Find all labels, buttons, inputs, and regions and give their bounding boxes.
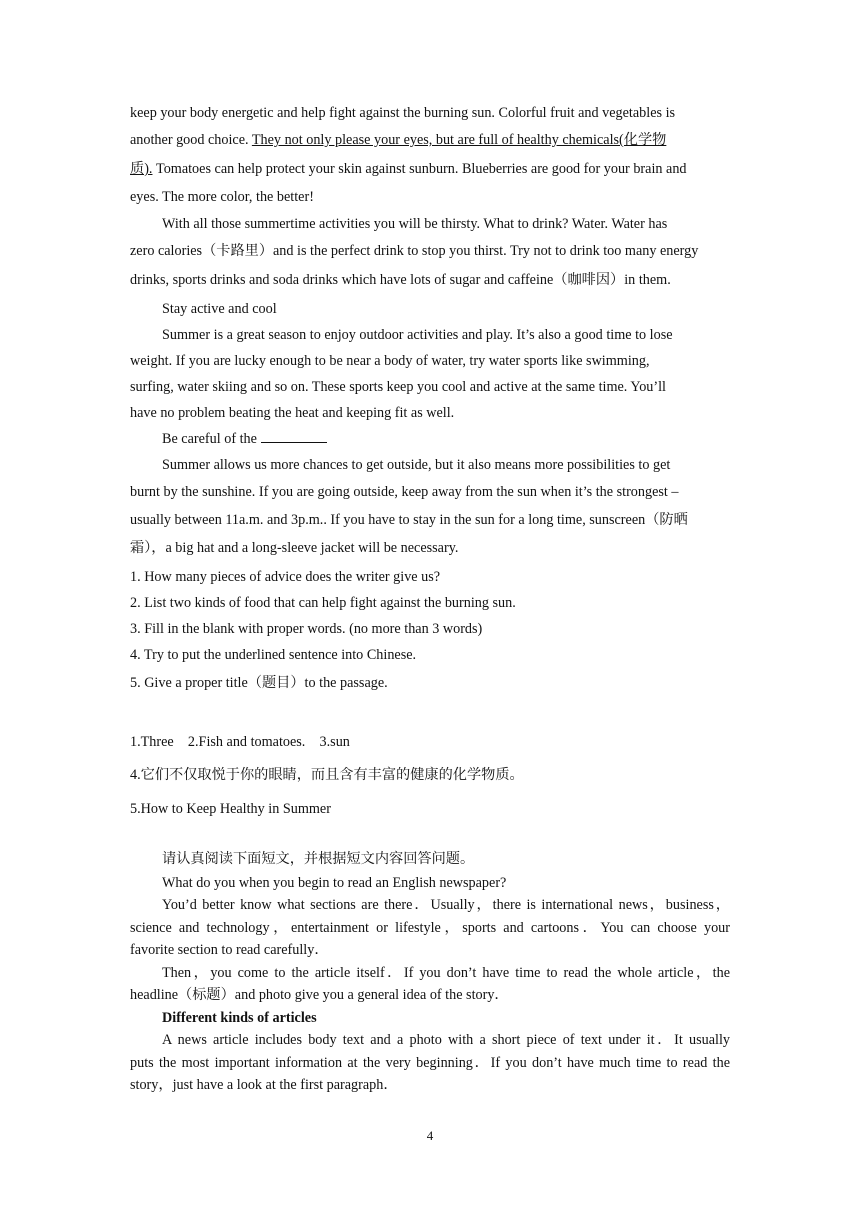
answer: 4.它们不仅取悦于你的眼睛，而且含有丰富的健康的化学物质。 (130, 767, 524, 783)
text-span: Tomatoes can help protect your skin against sunburn. Blueberries are good for your brain and (152, 161, 687, 177)
question: 1. How many pieces of advice does the writer give us? (130, 569, 441, 585)
text-line: science and technology，entertainment or lifestyle，sports and cartoons．You can choose your (130, 920, 730, 936)
text-line: zero calories（卡路里）and is the perfect drink to stop you thirst. Try not to drink too many energy (130, 243, 699, 259)
question: 2. List two kinds of food that can help fight against the burning sun. (130, 595, 516, 611)
text-line: puts the most important information at the very beginning．If you don’t have much time to read the (130, 1055, 730, 1071)
text-line: What do you when you begin to read an English newspaper? (162, 875, 507, 891)
text-line: usually between 11a.m. and 3p.m.. If you have to stay in the sun for a long time, sunscreen（防晒 (130, 512, 688, 528)
underlined-sentence: They not only please your eyes, but are full of healthy chemicals(化学物 (251, 132, 667, 148)
text-line (130, 156, 730, 183)
text-line (130, 127, 730, 154)
text-line: headline（标题）and photo give you a general idea of the story． (130, 987, 509, 1003)
heading-text: Be careful of the (162, 431, 257, 447)
section-heading (130, 426, 730, 453)
text-line: With all those summertime activities you will be thirsty. What to drink? Water. Water has (162, 216, 668, 232)
instruction: 请认真阅读下面短文，并根据短文内容回答问题。 (162, 851, 475, 867)
text-line: Then，you come to the article itself．If you don’t have time to read the whole article，the (162, 965, 730, 981)
question: 5. Give a proper title（题目）to the passage. (130, 675, 388, 691)
section-heading: Different kinds of articles (162, 1010, 317, 1026)
text-line: eyes. The more color, the better! (130, 189, 314, 205)
text-line: have no problem beating the heat and keeping fit as well. (130, 405, 455, 421)
text-line: Summer is a great season to enjoy outdoor activities and play. It’s also a good time to lose (162, 327, 673, 343)
page-number: 4 (426, 1128, 434, 1143)
text-span: another good choice. (130, 132, 252, 148)
text-line: 霜），a big hat and a long-sleeve jacket will be necessary. (130, 540, 459, 556)
answer: 1.Three 2.Fish and tomatoes. 3.sun (130, 734, 350, 750)
text-line: surfing, water skiing and so on. These sports keep you cool and active at the same time. You’ll (130, 379, 666, 395)
text-line: A news article includes body text and a photo with a short piece of text under it．It usually (162, 1032, 730, 1048)
answer: 5.How to Keep Healthy in Summer (130, 801, 331, 817)
text-line: drinks, sports drinks and soda drinks which have lots of sugar and caffeine（咖啡因）in them. (130, 272, 671, 288)
question: 3. Fill in the blank with proper words. (no more than 3 words) (130, 621, 483, 637)
fill-blank (261, 428, 327, 443)
underlined-sentence-end: 质). (130, 161, 153, 177)
question: 4. Try to put the underlined sentence into Chinese. (130, 647, 417, 663)
text-line: keep your body energetic and help fight against the burning sun. Colorful fruit and vegetables is (130, 105, 676, 121)
text-line: favorite section to read carefully． (130, 942, 329, 958)
text-line: weight. If you are lucky enough to be near a body of water, try water sports like swimming, (130, 353, 650, 369)
section-heading: Stay active and cool (162, 301, 277, 317)
text-line: You’d better know what sections are there．Usually，there is international news，business， (162, 897, 730, 913)
text-line: story，just have a look at the first paragraph． (130, 1077, 398, 1093)
text-line: burnt by the sunshine. If you are going outside, keep away from the sun when it’s the strongest – (130, 484, 679, 500)
text-line: Summer allows us more chances to get outside, but it also means more possibilities to get (162, 457, 671, 473)
